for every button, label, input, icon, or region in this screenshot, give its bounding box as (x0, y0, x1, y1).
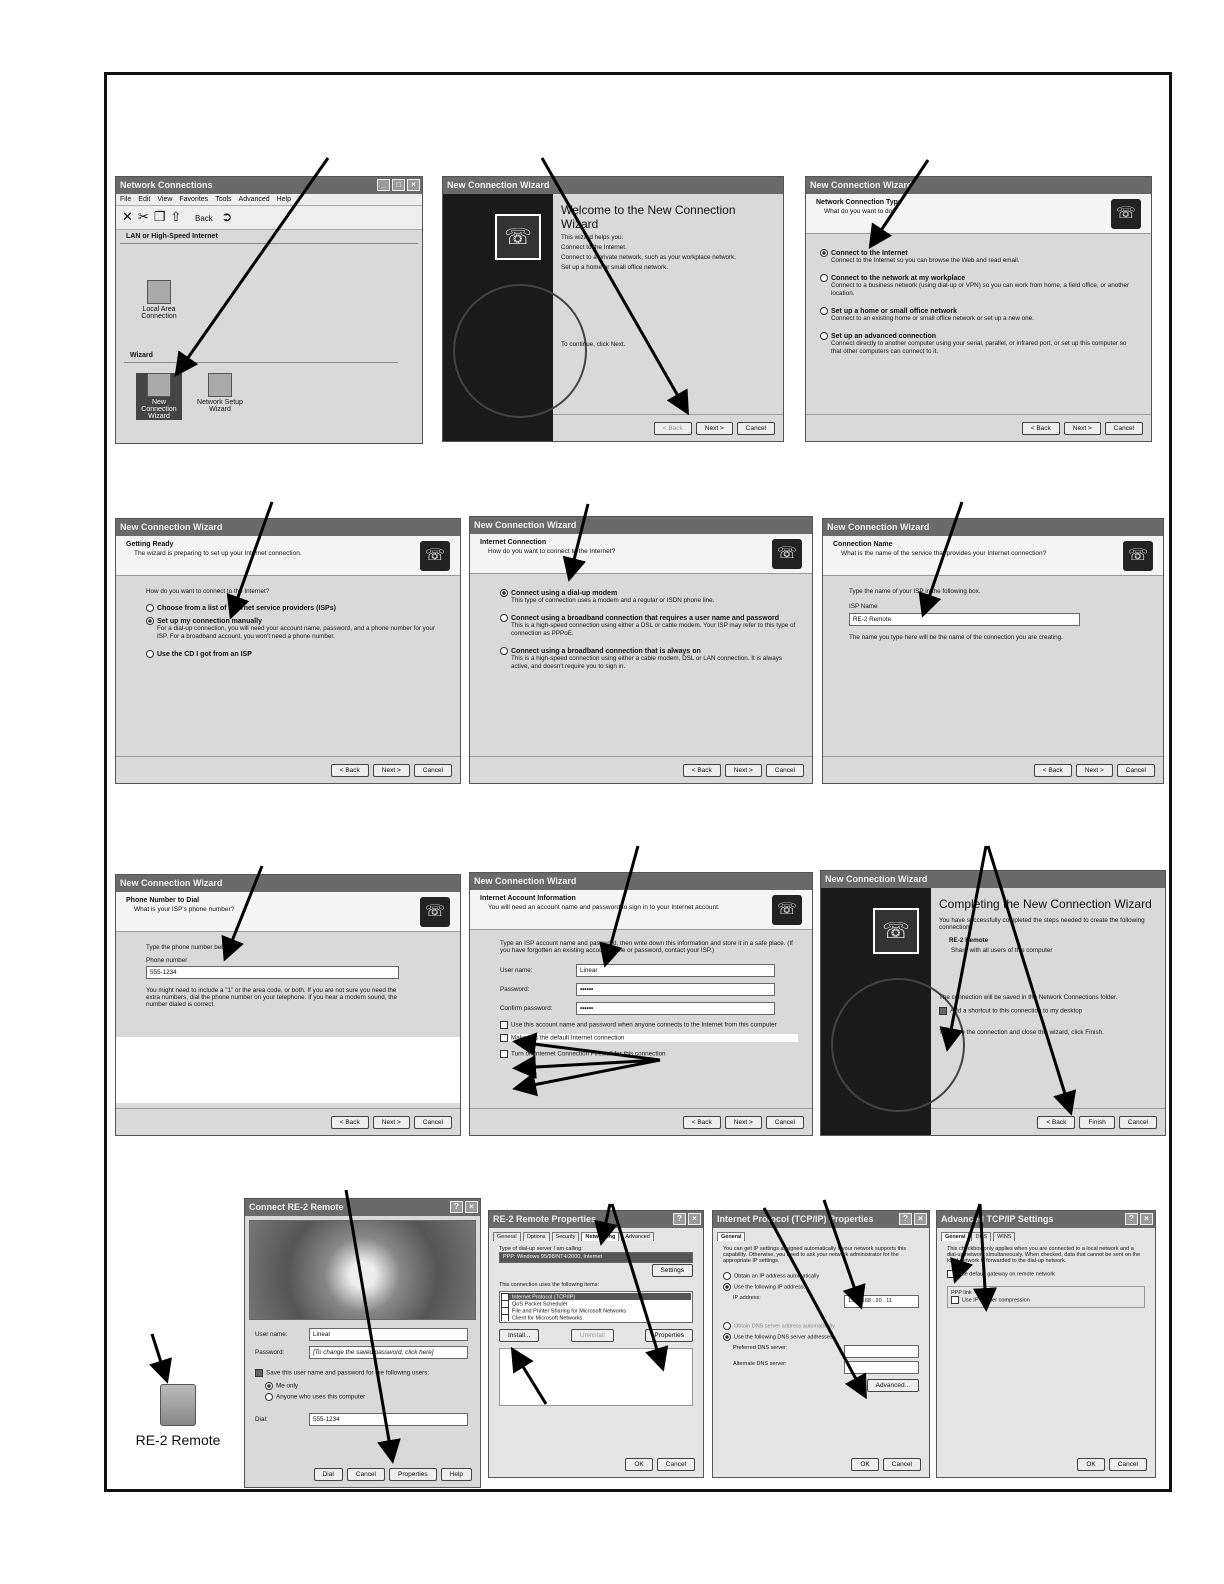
phone-label: Phone number (146, 957, 188, 964)
close-icon[interactable]: × (1140, 1213, 1153, 1225)
next-button[interactable]: Next > (373, 1116, 410, 1129)
back-button[interactable]: < Back (654, 422, 692, 435)
title-bar: New Connection Wizard (470, 873, 812, 890)
properties-button[interactable]: Properties (389, 1468, 437, 1481)
back-button[interactable]: < Back (1022, 422, 1060, 435)
close-icon[interactable]: × (688, 1213, 701, 1225)
next-button[interactable]: Next > (696, 422, 733, 435)
ip-input[interactable]: 192 . 168 . 20 . 11 (844, 1295, 919, 1308)
dial-label: Dial: (255, 1416, 268, 1423)
new-connection-label: New Connection Wizard (141, 399, 177, 420)
radio-label: Use the following IP address: (734, 1284, 806, 1291)
items-label: This connection uses the following items: (499, 1282, 599, 1288)
arrow (226, 866, 262, 956)
tab-networking[interactable]: Networking (581, 1232, 619, 1241)
radio-label: Obtain DNS server address automatically (734, 1323, 835, 1330)
header-subtitle: What is the name of the service that provides your Internet connection? (841, 550, 1047, 557)
section-lan: LAN or High-Speed Internet (120, 230, 418, 244)
option-desc: This is a high-speed connection using either a cable modem, DSL or LAN connection. It is always active, and doesn't require you to sign in. (511, 655, 783, 670)
option-label: Connect using a dial-up modem (511, 589, 618, 597)
tab-options[interactable]: Options (523, 1232, 550, 1241)
minimize-icon[interactable]: _ (377, 179, 390, 191)
arrow (980, 1204, 986, 1306)
item-label: Internet Protocol (TCP/IP) (512, 1294, 576, 1300)
radio-label: Use the following DNS server addresses: (734, 1334, 835, 1341)
title-bar: New Connection Wizard (443, 177, 783, 194)
option-label: Connect using a broadband connection that requires a user name and password (511, 614, 779, 622)
option-label: Connect to the network at my workplace (831, 274, 966, 282)
menu-favorites[interactable]: Favorites (179, 196, 209, 203)
wizard-logo-icon: ☏ (1111, 199, 1141, 229)
dial-input[interactable]: 555-1234 (309, 1413, 468, 1426)
welcome-bullet-3: Set up a home or small office network. (561, 264, 668, 271)
question: How do you want to connect to the Internet? (146, 588, 270, 595)
wizard-logo-icon: ☏ (873, 908, 919, 954)
delete-icon[interactable]: ✕ (122, 209, 138, 224)
header-title: Getting Ready (126, 541, 174, 548)
ok-button[interactable]: OK (851, 1458, 878, 1471)
radio-label: Anyone who uses this computer (276, 1393, 366, 1401)
arrow (602, 1204, 610, 1240)
ok-button[interactable]: OK (1077, 1458, 1104, 1471)
cancel-button[interactable]: Cancel (766, 1116, 804, 1129)
menu-advanced[interactable]: Advanced (238, 196, 270, 203)
desktop-shortcut-label: RE-2 Remote (135, 1432, 221, 1448)
arrow (570, 504, 588, 576)
properties-button[interactable]: Properties (645, 1329, 693, 1342)
cancel-button[interactable]: Cancel (414, 1116, 452, 1129)
back-button[interactable]: < Back (331, 1116, 369, 1129)
next-button[interactable]: Next > (725, 1116, 762, 1129)
tab-general[interactable]: General (717, 1232, 745, 1241)
title-bar: New Connection Wizard (806, 177, 1151, 194)
back-button[interactable]: < Back (1037, 1116, 1075, 1129)
arrow (346, 1190, 392, 1458)
user-input[interactable]: Linear (576, 964, 775, 977)
tab-general[interactable]: General (493, 1232, 521, 1241)
cancel-button[interactable]: Cancel (766, 764, 804, 777)
cancel-button[interactable]: Cancel (1117, 764, 1155, 777)
help-icon[interactable]: ? (450, 1201, 463, 1213)
arrow (232, 502, 272, 614)
menu-file[interactable]: File (120, 196, 132, 203)
phone-input[interactable]: 555-1234 (146, 966, 399, 979)
intro-text: You can get IP settings assigned automatically if your network supports this capability. Otherwise, you need to ask your network administrator for the appropriate IP settings. (723, 1246, 907, 1264)
dial-button[interactable]: Dial (314, 1468, 343, 1481)
welcome-intro: This wizard helps you: (561, 234, 624, 241)
password-input[interactable]: [To change the saved password, click here] (309, 1346, 468, 1359)
section-wizard: Wizard (124, 349, 398, 363)
option-desc: Connect to an existing home or small office network or set up a new one. (831, 315, 1034, 322)
help-icon[interactable]: ? (899, 1213, 912, 1225)
up-icon[interactable]: ⇧ (170, 209, 187, 224)
finish-intro: You have successfully completed the steps needed to create the following connection: (939, 917, 1145, 931)
welcome-bullet-2: Connect to a private network, such as your workplace network. (561, 254, 736, 261)
help-icon[interactable]: ? (673, 1213, 686, 1225)
title-bar: New Connection Wizard (821, 871, 1165, 888)
cancel-button[interactable]: Cancel (347, 1468, 385, 1481)
maximize-icon[interactable]: □ (392, 179, 405, 191)
network-setup-label: Network Setup Wizard (197, 399, 243, 413)
option-desc: Connect to a business network (using dial-up or VPN) so you can work from home, a field office, or another location. (831, 282, 1130, 297)
tab-general[interactable]: General (941, 1232, 969, 1241)
option-desc: For a dial-up connection, you will need your account name, password, and a phone number for your ISP. For a broadband account, you won't need a phone number. (157, 625, 435, 640)
arrow (824, 1200, 860, 1304)
welcome-bullet-1: Connect to the Internet. (561, 244, 627, 251)
password-label: Password: (255, 1349, 285, 1356)
cancel-button[interactable]: Cancel (1119, 1116, 1157, 1129)
cancel-button[interactable]: Cancel (883, 1458, 921, 1471)
prompt: Type the name of your ISP in the following box. (849, 588, 981, 595)
preferred-dns-label: Preferred DNS server: (733, 1345, 788, 1351)
window-title: Connect RE-2 Remote (249, 1202, 344, 1212)
help-button[interactable]: Help (441, 1468, 472, 1481)
title-bar: New Connection Wizard (823, 519, 1163, 536)
arrow (606, 846, 638, 962)
arrow (948, 846, 986, 1046)
title-bar: New Connection Wizard (470, 517, 812, 534)
option-label: Use the CD I got from an ISP (157, 650, 252, 658)
option-desc: Connect to the Internet so you can browse the Web and read email. (831, 257, 1020, 264)
wizard-logo-icon: ☏ (1123, 541, 1153, 571)
cancel-button[interactable]: Cancel (1109, 1458, 1147, 1471)
option-label: Set up my connection manually (157, 617, 263, 625)
close-icon[interactable]: × (914, 1213, 927, 1225)
option-label: Connect to the Internet (831, 249, 908, 257)
install-button[interactable]: Install... (499, 1329, 539, 1342)
wizard-logo-icon: ☏ (772, 539, 802, 569)
description-text: This checkbox only applies when you are connected to a local network and a dial-up network simultaneously. When checked, data that cannot be sent on the local network is forwarded to the dial-up network. (947, 1246, 1141, 1264)
header-title: Connection Name (833, 541, 893, 548)
item-label: Client for Microsoft Networks (512, 1315, 583, 1321)
finish-heading: Completing the New Connection Wizard (939, 897, 1152, 911)
option-label: Connect using a broadband connection that is always on (511, 647, 701, 655)
tab-dns[interactable]: DNS (971, 1232, 991, 1241)
ok-button[interactable]: OK (625, 1458, 652, 1471)
header-title: Network Connection Type (816, 199, 902, 206)
arrow (924, 502, 962, 612)
item-label: File and Printer Sharing for Microsoft Networks (512, 1308, 627, 1314)
share-note: Share with all users of this computer (951, 947, 1053, 954)
user-label: User name: (255, 1331, 288, 1338)
note: You might need to include a "1" or the area code, or both. If you are not sure you need the extra numbers, dial the phone number on your telephone. If you hear a modem sound, the number dialed is correct. (146, 987, 397, 1008)
welcome-continue: To continue, click Next. (561, 341, 626, 348)
wizard-logo-icon: ☏ (420, 541, 450, 571)
next-button[interactable]: Next > (1064, 422, 1101, 435)
menu-edit[interactable]: Edit (138, 196, 151, 203)
user-label: User name: (500, 967, 533, 974)
arrow (764, 1208, 864, 1394)
next-button[interactable]: Next > (725, 764, 762, 777)
option-label: Set up a home or small office network (831, 307, 958, 315)
wizard-logo-icon: ☏ (495, 214, 541, 260)
cancel-button[interactable]: Cancel (737, 422, 775, 435)
close-note: To create the connection and close this wizard, click Finish. (939, 1029, 1104, 1036)
close-icon[interactable]: × (407, 179, 420, 191)
header-title: Internet Account Information (480, 895, 576, 902)
tab-advanced[interactable]: Advanced (621, 1232, 653, 1241)
cancel-button[interactable]: Cancel (657, 1458, 695, 1471)
finish-button[interactable]: Finish (1079, 1116, 1114, 1129)
cut-icon[interactable]: ✂ (137, 209, 154, 224)
copy-icon[interactable]: ❐ (153, 209, 171, 224)
window-title: RE-2 Remote Properties (493, 1214, 597, 1224)
checkbox-label: Add a shortcut to this connection to my desktop (950, 1007, 1083, 1015)
back-button[interactable]: < Back (683, 764, 721, 777)
window-title: Internet Protocol (TCP/IP) Properties (717, 1214, 874, 1224)
checkbox-label: Use default gateway on remote network (958, 1271, 1055, 1278)
arrow (178, 158, 328, 372)
local-area-label: Local Area Connection (141, 306, 177, 320)
menu-help[interactable]: Help (276, 196, 292, 203)
password-label: Password: (500, 986, 530, 993)
checkbox-label: Use IP header compression (962, 1297, 1030, 1304)
arrow (956, 1204, 980, 1278)
prompt: Type an ISP account name and password, then write down this information and store it in a safe place. (If you have forgotten an existing account name or password, contact your ISP.) (500, 940, 793, 954)
item-label: QoS Packet Scheduler (512, 1301, 568, 1307)
confirm-password-input[interactable]: •••••• (576, 1002, 775, 1015)
option-desc: This is a high-speed connection using either a DSL or cable modem. Your ISP may refer to this type of connection as PPPoE. (511, 622, 796, 637)
next-button[interactable]: Next > (373, 764, 410, 777)
arrow (872, 160, 928, 244)
option-desc: This type of connection uses a modem and a regular or ISDN phone line. (511, 597, 715, 604)
arrow (514, 1352, 546, 1404)
user-input[interactable]: Linear (309, 1328, 468, 1341)
arrow (988, 846, 1070, 1110)
wizard-logo-icon: ☏ (420, 897, 450, 927)
title-bar: New Connection Wizard (116, 519, 460, 536)
tab-security[interactable]: Security (552, 1232, 580, 1241)
back-button[interactable]: Back (195, 214, 213, 223)
isp-name-label: ISP Name (849, 603, 878, 610)
option-label: Choose from a list of Internet service providers (ISPs) (157, 604, 336, 612)
help-icon[interactable]: ? (1125, 1213, 1138, 1225)
forward-icon[interactable]: ➲ (221, 209, 238, 224)
header-subtitle: You will need an account name and password to sign in to your Internet account. (488, 904, 720, 911)
radio-label: Me only (276, 1382, 299, 1390)
settings-button[interactable]: Settings (652, 1264, 694, 1277)
checkbox-label: Turn on Internet Connection Firewall for this connection (511, 1050, 666, 1058)
header-subtitle: What do you want to do? (824, 208, 896, 215)
note: The name you type here will be the name of the connection you are creating. (849, 634, 1063, 641)
welcome-heading: Welcome to the New Connection Wizard (561, 203, 736, 231)
window-title: Advanced TCP/IP Settings (941, 1214, 1054, 1224)
confirm-password-label: Confirm password: (500, 1005, 553, 1012)
next-button[interactable]: Next > (1076, 764, 1113, 777)
tab-wins[interactable]: WINS (993, 1232, 1015, 1241)
header-title: Phone Number to Dial (126, 897, 200, 904)
header-subtitle: The wizard is preparing to set up your Internet connection. (134, 550, 302, 557)
option-label: Set up an advanced connection (831, 332, 937, 340)
close-icon[interactable]: × (465, 1201, 478, 1213)
header-subtitle: How do you want to connect to the Internet? (488, 548, 616, 555)
back-button[interactable]: < Back (1034, 764, 1072, 777)
server-type-select[interactable]: PPP: Windows 95/98/NT4/2000, Internet (499, 1252, 693, 1263)
header-title: Internet Connection (480, 539, 547, 546)
prompt: Type the phone number below. (146, 944, 233, 951)
radio-label: Obtain an IP address automatically (734, 1273, 820, 1280)
option-desc: Connect directly to another computer using your serial, parallel, or infrared port, or set up this computer so that other computers can connect to it. (831, 340, 1127, 355)
arrow (152, 1334, 166, 1378)
back-button[interactable]: < Back (683, 1116, 721, 1129)
menu-view[interactable]: View (157, 196, 173, 203)
password-input[interactable]: •••••• (576, 983, 775, 996)
arrow (612, 1204, 662, 1366)
uninstall-button[interactable]: Uninstall (571, 1329, 614, 1342)
arrow (542, 158, 686, 410)
arrow (518, 1042, 660, 1060)
saved-note: The connection will be saved in the Network Connections folder. (939, 994, 1118, 1001)
checkbox-label: Make this the default Internet connection (511, 1034, 625, 1042)
checkbox-label: Save this user name and password for the following users: (266, 1369, 430, 1377)
connection-name: RE-2 Remote (949, 937, 989, 944)
checkbox-label: Use this account name and password when anyone connects to the Internet from this computer (511, 1021, 777, 1029)
server-type-label: Type of dial-up server I am calling: (499, 1246, 583, 1252)
advanced-button[interactable]: Advanced... (867, 1379, 919, 1392)
cancel-button[interactable]: Cancel (414, 764, 452, 777)
menu-tools[interactable]: Tools (215, 196, 232, 203)
isp-name-input[interactable]: RE-2 Remote (849, 613, 1080, 626)
ppp-group-label: PPP link (951, 1290, 972, 1296)
ip-label: IP address: (733, 1295, 761, 1301)
window-title: Network Connections (120, 180, 213, 190)
alternate-dns-label: Alternate DNS server: (733, 1361, 787, 1367)
header-subtitle: What is your ISP's phone number? (134, 906, 235, 913)
title-bar: New Connection Wizard (116, 875, 460, 892)
back-button[interactable]: < Back (331, 764, 369, 777)
cancel-button[interactable]: Cancel (1105, 422, 1143, 435)
wizard-logo-icon: ☏ (772, 895, 802, 925)
